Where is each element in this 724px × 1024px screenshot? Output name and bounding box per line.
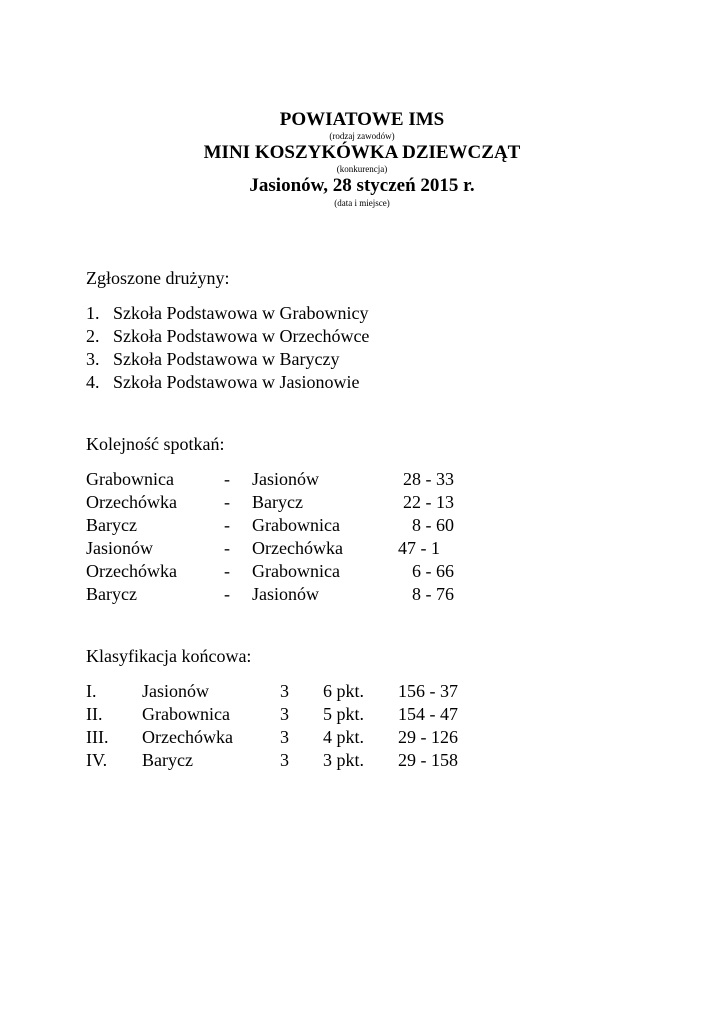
standing-games: 3 [280,750,289,770]
team-number: 3. [86,349,100,369]
standing-games: 3 [280,727,289,747]
date-place-note: (data i miejsce) [334,198,390,208]
standing-team: Barycz [142,750,193,770]
standing-points: 6 pkt. [323,681,365,701]
match-away: Jasionów [252,584,319,604]
match-home: Orzechówka [86,492,177,512]
standings-heading: Klasyfikacja końcowa: [86,646,252,666]
standing-place: IV. [86,750,108,770]
standing-balance: 154 - 47 [398,704,458,724]
teams-heading: Zgłoszone drużyny: [86,268,230,288]
standing-place: I. [86,681,97,701]
match-separator: - [224,469,230,489]
standing-balance: 29 - 158 [398,750,458,770]
matches-heading: Kolejność spotkań: [86,434,225,454]
team-name: Szkoła Podstawowa w Grabownicy [113,303,369,323]
standing-balance: 156 - 37 [398,681,458,701]
standing-points: 4 pkt. [323,727,365,747]
match-score: 47 - 1 [398,538,440,558]
match-home: Orzechówka [86,561,177,581]
standing-games: 3 [280,704,289,724]
team-number: 1. [86,303,100,323]
match-away: Grabownica [252,561,340,581]
match-separator: - [224,584,230,604]
match-away: Grabownica [252,515,340,535]
standing-points: 5 pkt. [323,704,365,724]
team-name: Szkoła Podstawowa w Baryczy [113,349,340,369]
team-name: Szkoła Podstawowa w Orzechówce [113,326,370,346]
standing-games: 3 [280,681,289,701]
match-score: 22 - 13 [403,492,454,512]
match-away: Orzechówka [252,538,343,558]
team-number: 2. [86,326,100,346]
match-home: Barycz [86,584,137,604]
standing-team: Orzechówka [142,727,233,747]
match-separator: - [224,561,230,581]
standing-balance: 29 - 126 [398,727,458,747]
discipline-note: (konkurencja) [336,164,388,174]
title-note: (rodzaj zawodów) [329,131,395,141]
standing-team: Grabownica [142,704,230,724]
match-score: 28 - 33 [403,469,454,489]
match-home: Jasionów [86,538,153,558]
team-name: Szkoła Podstawowa w Jasionowie [113,372,360,392]
match-separator: - [224,515,230,535]
match-separator: - [224,538,230,558]
match-away: Jasionów [252,469,319,489]
match-home: Grabownica [86,469,174,489]
standing-place: II. [86,704,103,724]
team-number: 4. [86,372,100,392]
standing-team: Jasionów [142,681,209,701]
match-away: Barycz [252,492,303,512]
match-score: 6 - 66 [412,561,454,581]
discipline-title: MINI KOSZYKÓWKA DZIEWCZĄT [203,142,521,163]
page-title: POWIATOWE IMS [279,109,445,130]
date-place: Jasionów, 28 styczeń 2015 r. [249,175,475,196]
match-score: 8 - 76 [412,584,454,604]
standing-place: III. [86,727,109,747]
match-home: Barycz [86,515,137,535]
match-score: 8 - 60 [412,515,454,535]
standing-points: 3 pkt. [323,750,365,770]
match-separator: - [224,492,230,512]
